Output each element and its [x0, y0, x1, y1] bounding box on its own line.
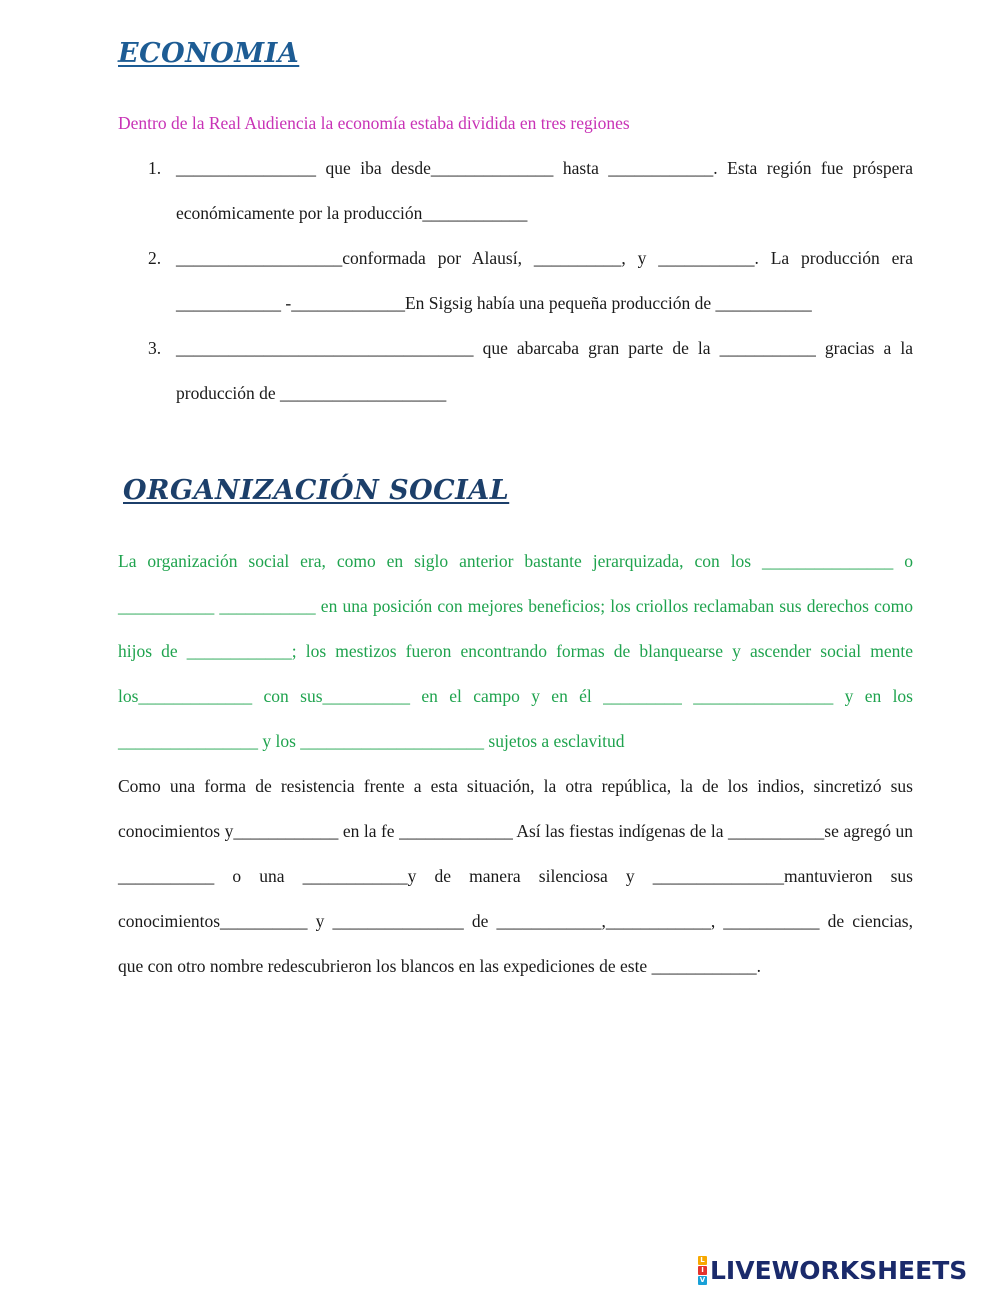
- social-paragraph-green: La organización social era, como en siglo anterior bastante jerarquizada, con los _______________ o ___________ ___________ en una posición con mejores beneficios; los criollos reclamaban sus derechos como hijos de ____________; los mestizos fueron encontrando formas de blanquearse y ascender social mente los_____________ con sus__________ en el campo y en él _________ ________________ y en los ________________ y los _____________________ sujetos a esclavitud: [118, 551, 913, 751]
- list-item: [148, 146, 913, 236]
- logo-text: LIVEWORKSHEETS: [710, 1255, 968, 1285]
- list-number: 2.: [148, 248, 162, 268]
- economia-heading: ECONOMIA: [118, 38, 300, 69]
- list-number: 1.: [148, 158, 162, 178]
- economia-intro: Dentro de la Real Audiencia la economía estaba dividida en tres regiones: [118, 113, 630, 133]
- social-paragraph-black: Como una forma de resistencia frente a esta situación, la otra república, la de los indios, sincretizó sus conocimientos y____________ en la fe _____________ Así las fiestas indígenas de la ___________se agregó un ___________ o una ____________y de manera silenciosa y _______________mantuvieron sus conocimientos__________ y _______________ de ____________,____________, ___________ de ciencias, que con otro nombre redescubrieron los blancos en las expediciones de este ____________.: [118, 776, 913, 976]
- list-number: 3.: [148, 338, 162, 358]
- liveworksheets-logo: [698, 1253, 967, 1287]
- logo-letter: V: [699, 1275, 706, 1284]
- logo-letter: I: [698, 1266, 707, 1275]
- organizacion-social-heading: ORGANIZACIÓN SOCIAL: [123, 475, 510, 506]
- list-item: [148, 236, 913, 326]
- list-item-text: __________________________________ que abarcaba gran parte de la ___________ gracias a la producción de ___________________: [176, 338, 913, 403]
- logo-blocks-icon: [698, 1256, 707, 1285]
- logo-letter: L: [698, 1256, 707, 1265]
- list-item-text: ________________ que iba desde______________ hasta ____________. Esta región fue próspera económicamente por la producción____________: [176, 158, 913, 223]
- list-item-text: ___________________conformada por Alausí, __________, y ___________. La producción era ____________ -_____________En Sigsig había una pequeña producción de ___________: [176, 248, 913, 313]
- list-item: [148, 326, 913, 416]
